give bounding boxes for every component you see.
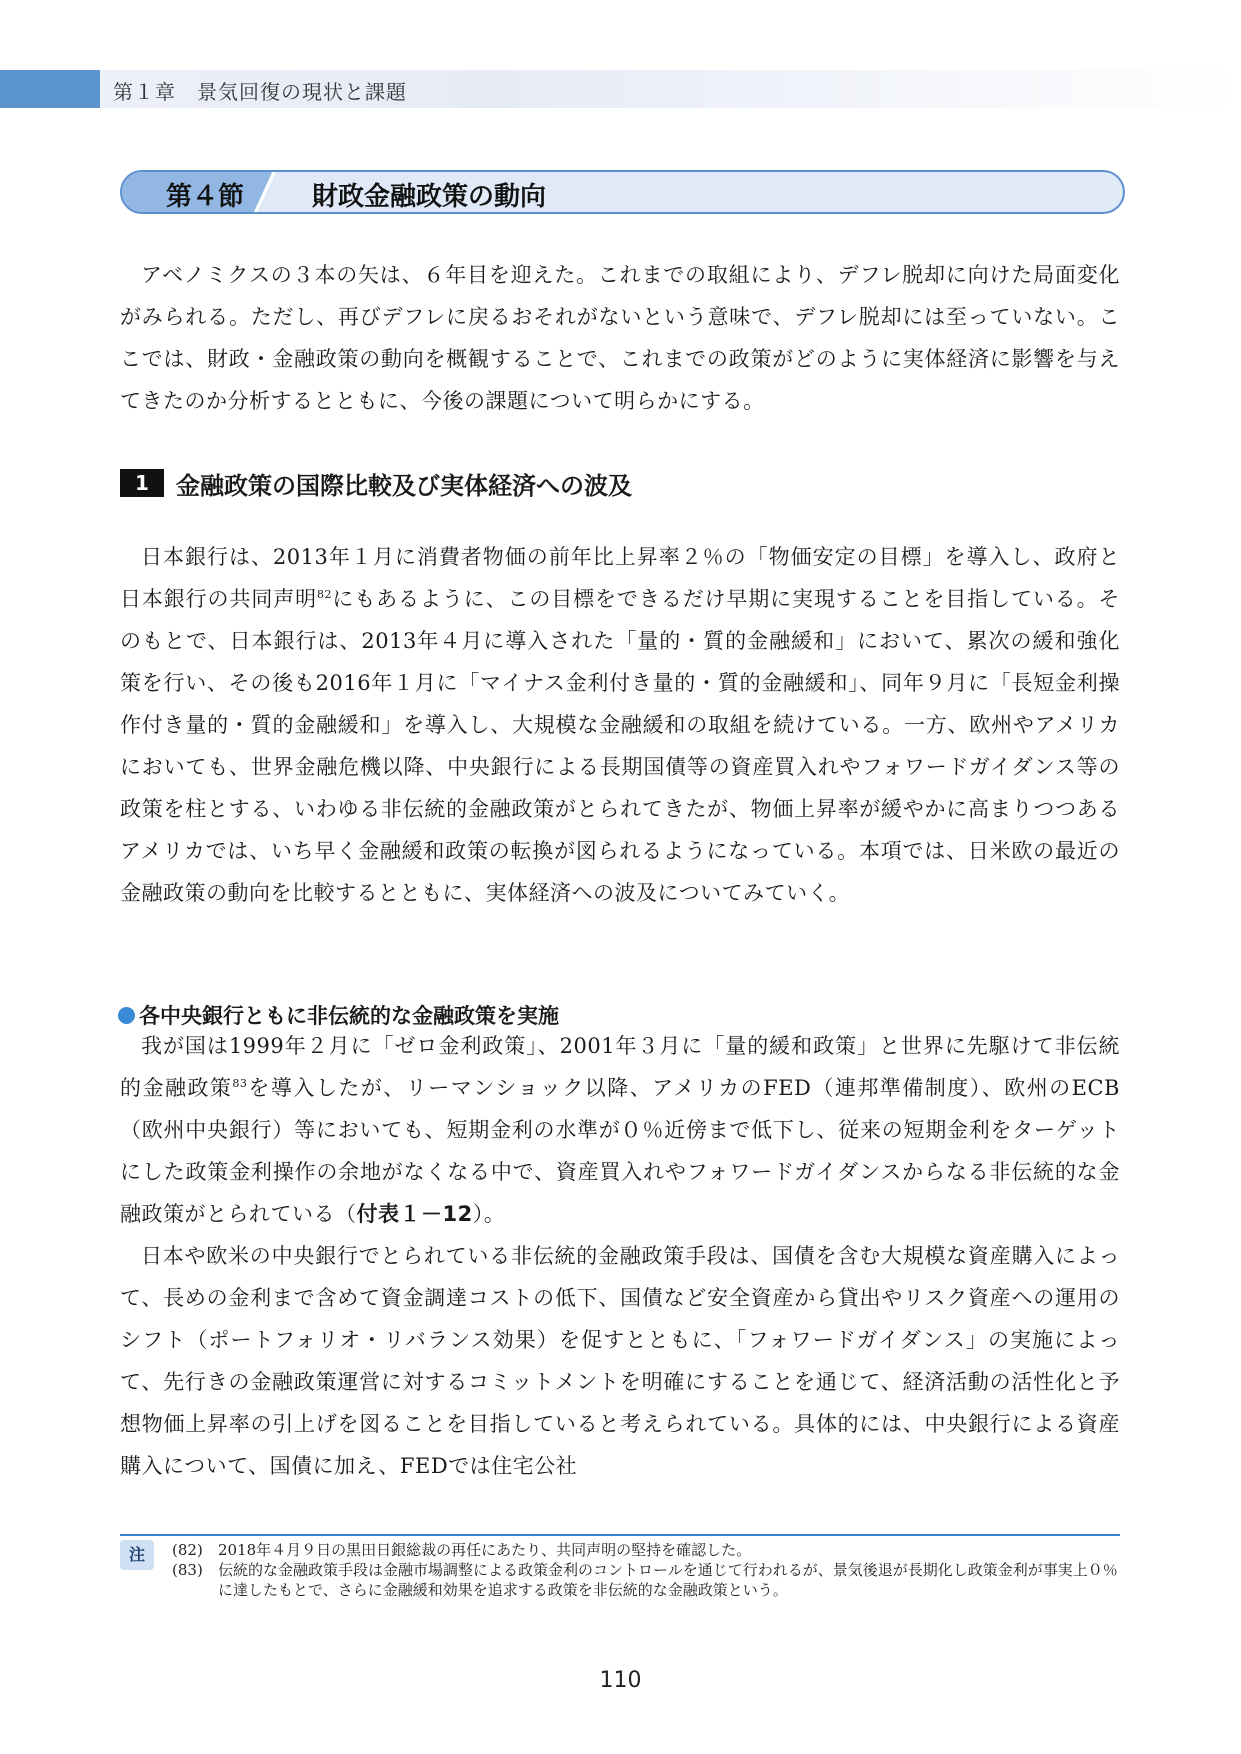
subsection-title: 金融政策の国際比較及び実体経済への波及 (176, 472, 632, 500)
bullet-dot-icon (118, 1007, 135, 1024)
page-number: 110 (599, 1668, 642, 1693)
footnote-text: 2018年４月９日の黒田日銀総裁の再任にあたり、共同声明の堅持を確認した。 (218, 1541, 752, 1559)
paragraph-2-text-a: 我が国は1999年２月に「ゼロ金利政策」、2001年３月に「量的緩和政策」と世界に先駆けて非伝統的金融政策 (120, 1034, 1120, 1100)
footnotes (172, 1540, 1122, 1600)
footnote-text: 伝統的な金融政策手段は金融市場調整による政策金利のコントロールを通じて行われるが、景気後退が長期化し政策金利が事実上０％に達したもとで、さらに金融緩和効果を追求する政策を非伝統的な金融政策という。 (218, 1561, 1118, 1599)
section-heading (120, 170, 1125, 214)
footnote-id: (83) (172, 1561, 203, 1579)
paragraph-2-text-c: ）。 (472, 1202, 506, 1226)
footnote-ref-82[interactable]: 82 (317, 588, 332, 601)
appendix-table-ref[interactable]: 付表１－12 (356, 1202, 473, 1226)
paragraph-3: 日本や欧米の中央銀行でとられている非伝統的金融政策手段は、国債を含む大規模な資産購入によって、長めの金利まで含めて資金調達コストの低下、国債など安全資産から貸出やリスク資産への運用のシフト（ポートフォリオ・リバランス効果）を促すとともに、「フォワードガイダンス」の実施によって、先行きの金融政策運営に対するコミットメントを明確にすることを通じて、経済活動の活性化と予想物価上昇率の引上げを図ることを目指していると考えられている。具体的には、中央銀行による資産購入について、国債に加え、FEDでは住宅公社 (120, 1244, 1120, 1478)
section-number: 第４節 (166, 182, 245, 212)
paragraph-1 (120, 536, 1120, 914)
paragraph-2-text-b: を導入したが、リーマンショック以降、アメリカのFED（連邦準備制度）、欧州のECB（欧州中央銀行）等においても、短期金利の水準が０％近傍まで低下し、従来の短期金利をターゲットにした政策金利操作の余地がなくなる中で、資産買入れやフォワードガイダンスからなる非伝統的な金融政策がとられている（ (120, 1076, 1120, 1226)
footnote-id: (82) (172, 1541, 203, 1559)
chapter-header: 第１章 景気回復の現状と課題 (113, 80, 407, 104)
notes-divider (120, 1534, 1120, 1536)
header-accent-block (0, 70, 100, 108)
subsection-number: 1 (120, 469, 164, 497)
footnote-ref-83[interactable]: 83 (232, 1077, 248, 1090)
paragraph-1-text-a: 日本銀行は、2013年１月に消費者物価の前年比上昇率２％の「物価安定の目標」を導入し、政府と日本銀行の共同声明 (120, 545, 1120, 611)
section-title: 財政金融政策の動向 (312, 182, 547, 212)
topic-title: 各中央銀行ともに非伝統的な金融政策を実施 (139, 1004, 559, 1028)
intro-paragraph: アベノミクスの３本の矢は、６年目を迎えた。これまでの取組により、デフレ脱却に向けた局面変化がみられる。ただし、再びデフレに戻るおそれがないという意味で、デフレ脱却には至っていない。ここでは、財政・金融政策の動向を概観することで、これまでの政策がどのように実体経済に影響を与えてきたのか分析するとともに、今後の課題について明らかにする。 (120, 263, 1120, 413)
notes-label: 注 (120, 1540, 154, 1570)
paragraph-1-text-b: にもあるように、この目標をできるだけ早期に実現することを目指している。そのもとで、日本銀行は、2013年４月に導入された「量的・質的金融緩和」において、累次の緩和強化策を行い、その後も2016年１月に「マイナス金利付き量的・質的金融緩和」、同年９月に「長短金利操作付き量的・質的金融緩和」を導入し、大規模な金融緩和の取組を続けている。一方、欧州やアメリカにおいても、世界金融危機以降、中央銀行による長期国債等の資産買入れやフォワードガイダンス等の政策を柱とする、いわゆる非伝統的金融政策がとられてきたが、物価上昇率が緩やかに高まりつつあるアメリカでは、いち早く金融緩和政策の転換が図られるようになっている。本項では、日米欧の最近の金融政策の動向を比較するとともに、実体経済への波及についてみていく。 (120, 587, 1120, 905)
footnote-82 (172, 1540, 1122, 1560)
paragraph-2 (120, 1025, 1120, 1235)
footnote-83 (172, 1560, 1122, 1600)
